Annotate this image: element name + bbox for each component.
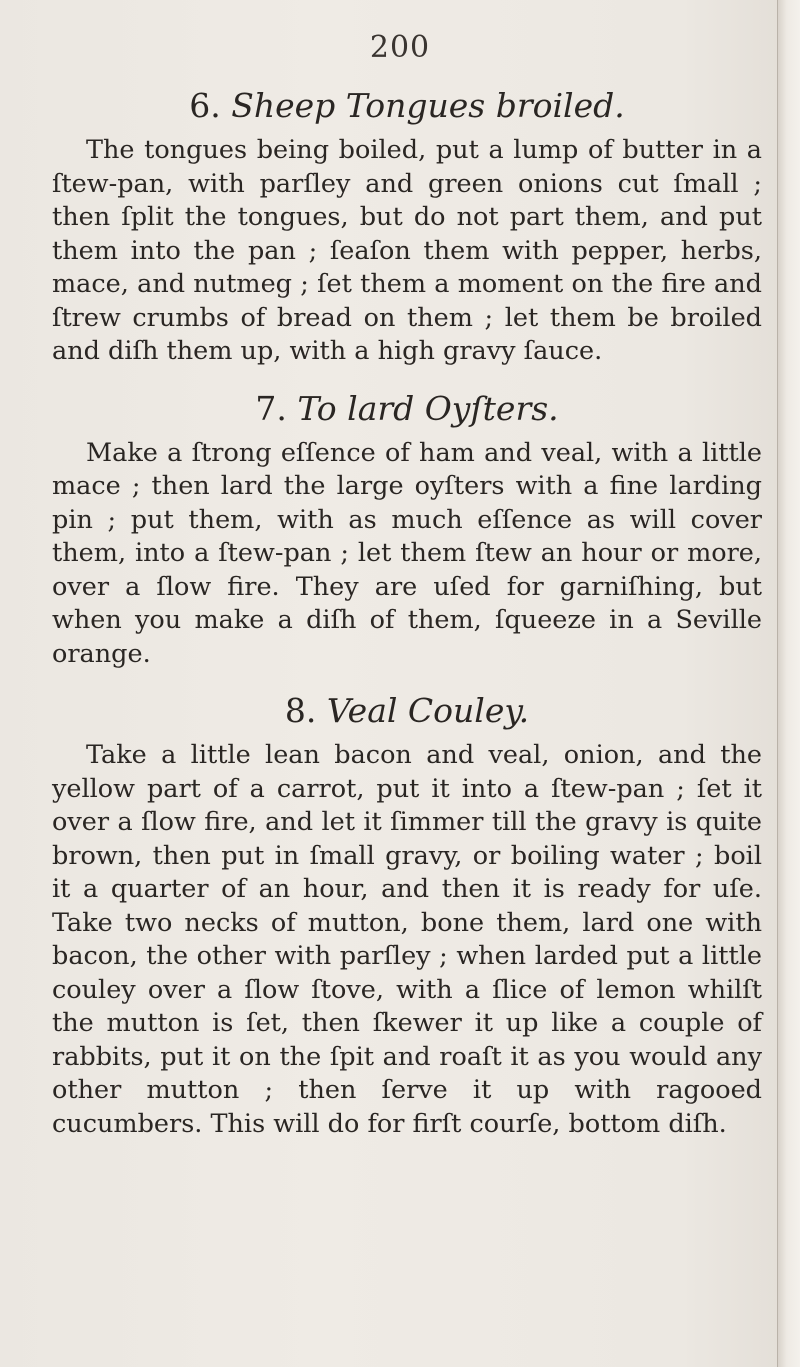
- recipe-title: Sheep Tongues broiled.: [231, 86, 625, 125]
- recipe-heading: [52, 387, 762, 431]
- recipe-body: Make a ſtrong eſſence of ham and veal, with a little mace ; then lard the large oyſters with a fine larding pin ; put them, with as much eſſence as will cover them, into a ſtew-pan ; let them ſtew an hour or more, over a ſlow fire. They are uſed for garniſhing, but when you make a diſh of them, ſqueeze in a Seville orange.: [52, 437, 762, 669]
- recipe-body: The tongues being boiled, put a lump of butter in a ſtew-pan, with parſley and green onions cut ſmall ; then ſplit the tongues, but do not part them, and put them into the pan ; ſeaſon them with pepper, herbs, mace, and nutmeg ; ſet them a moment on the fire and ſtrew crumbs of bread on them ; let them be broiled and diſh them up, with a high gravy ſauce.: [52, 135, 762, 366]
- recipe-veal-couley: [52, 689, 762, 1141]
- recipe-title: To lard Oyſters.: [297, 388, 559, 428]
- recipe-lard-oysters: [52, 387, 762, 672]
- recipe-number: 6.: [189, 86, 221, 125]
- recipe-list: [52, 84, 762, 1159]
- recipe-body: Take a little lean bacon and veal, onion, and the yellow part of a carrot, put it into a ſtew-pan ; ſet it over a ſlow fire, and let it ſimmer till the gravy is quite brown, then put in ſmall gravy, or boiling water ; boil it a quarter of an hour, and then it is ready for uſe. Take two necks of mutton, bone them, lard one with bacon, the other with parſley ; when larded put a little couley over a ſlow ſtove, with a ſlice of lemon whilſt the mutton is ſet, then ſkewer it up like a couple of rabbits, put it on the ſpit and roaſt it as you would any other mutton ; then ſerve it up with ragooed cucumbers. This will do for firſt courſe, bottom diſh.: [52, 740, 762, 1139]
- page-number: 200: [369, 30, 431, 65]
- facing-page-edge: [777, 0, 800, 1367]
- recipe-heading: [52, 84, 762, 128]
- recipe-heading: [52, 689, 762, 733]
- recipe-number: 7.: [255, 388, 287, 428]
- recipe-title: Veal Couley.: [326, 691, 530, 730]
- recipe-sheep-tongues: [52, 84, 762, 369]
- recipe-number: 8.: [284, 691, 317, 730]
